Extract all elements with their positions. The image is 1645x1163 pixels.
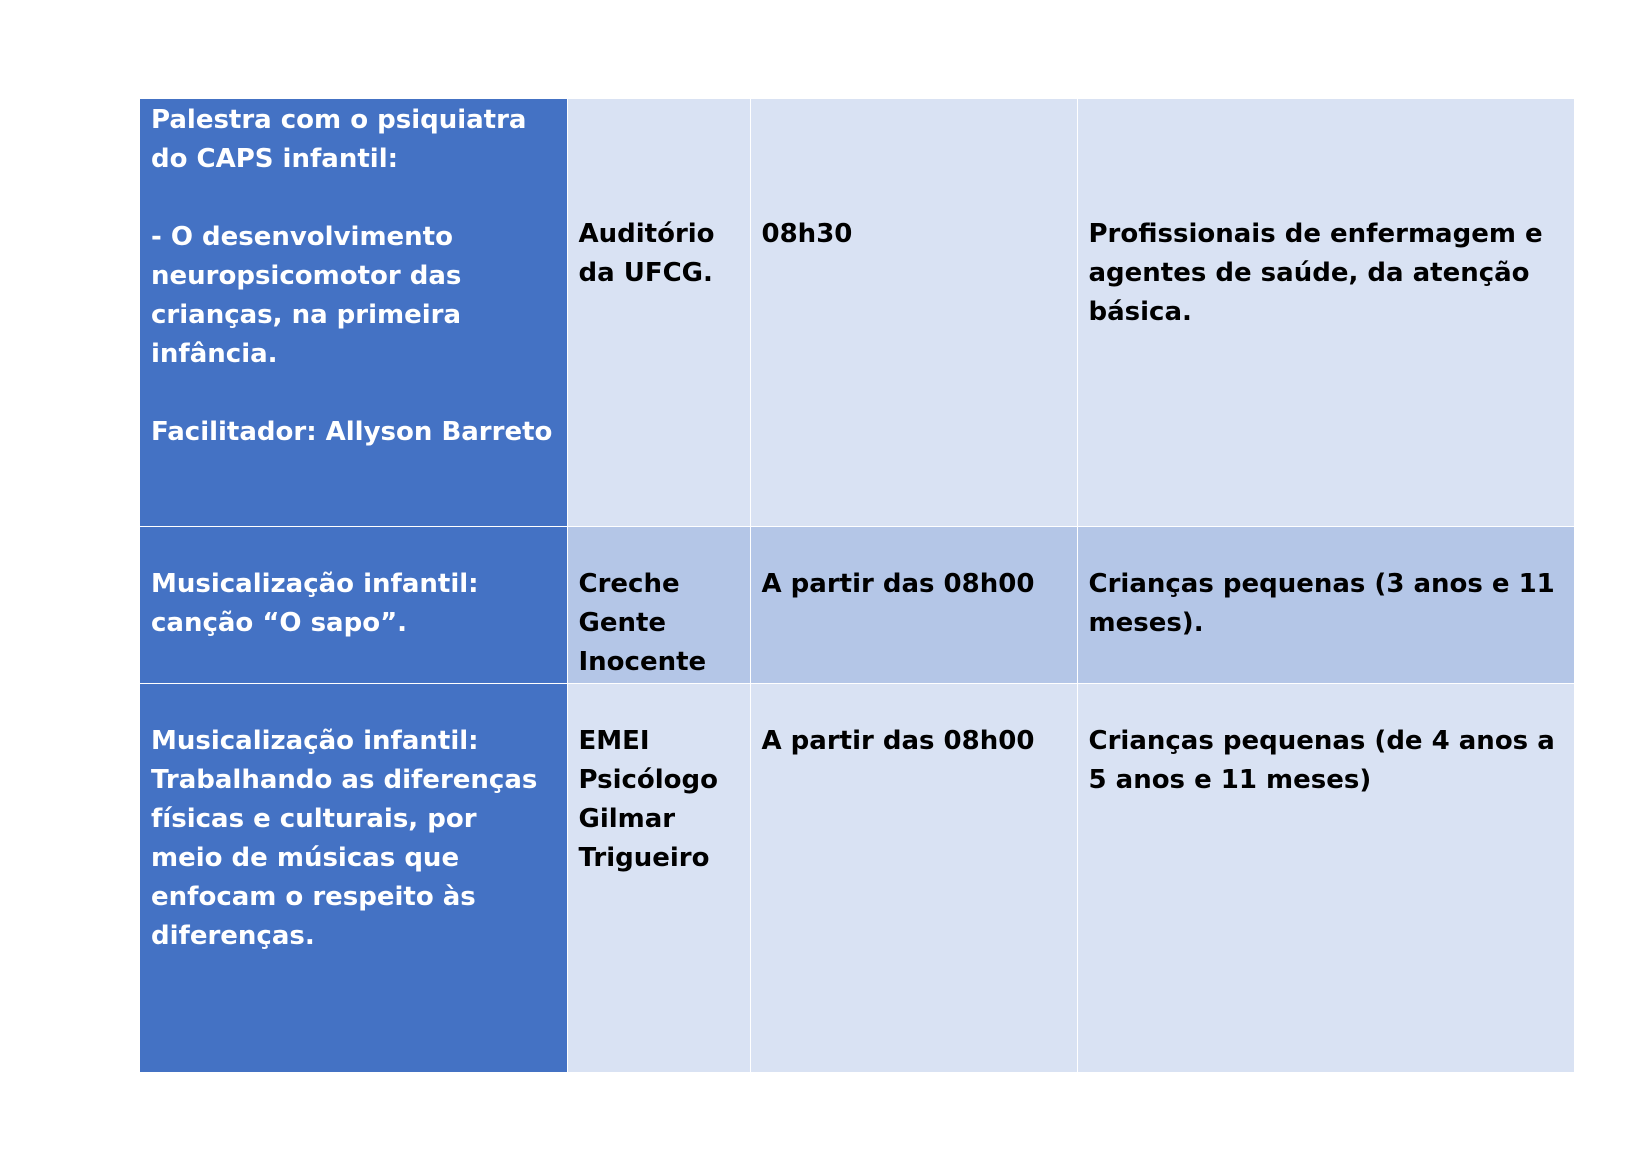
activity-title: Palestra com o psiquiatra do CAPS infantil: xyxy=(151,105,536,174)
activity-cell xyxy=(140,527,567,684)
audience-cell xyxy=(1077,527,1574,684)
blank-line xyxy=(151,374,556,413)
audience-text: Crianças pequenas (3 anos e 11 meses). xyxy=(1088,569,1564,638)
audience-text: Crianças pequenas (de 4 anos a 5 anos e 11 meses) xyxy=(1088,726,1564,795)
location-text: EMEI Psicólogo Gilmar Trigueiro xyxy=(578,726,728,873)
activity-topic: - O desenvolvimento neuropsicomotor das crianças, na primeira infância. xyxy=(151,222,471,369)
table-row xyxy=(140,99,1574,527)
location-text: Auditório da UFCG. xyxy=(578,219,724,288)
table-row xyxy=(140,684,1574,1072)
audience-cell xyxy=(1077,99,1574,527)
schedule-table xyxy=(140,98,1574,1072)
location-text: Creche Gente Inocente xyxy=(578,569,707,677)
table-row xyxy=(140,527,1574,684)
audience-cell xyxy=(1077,684,1574,1072)
time-text: A partir das 08h00 xyxy=(761,569,1035,599)
audience-text: Profissionais de enfermagem e agentes de saúde, da atenção básica. xyxy=(1088,219,1552,327)
activity-title: Musicalização infantil: canção “O sapo”. xyxy=(151,569,488,638)
time-cell xyxy=(750,684,1077,1072)
activity-cell xyxy=(140,99,567,527)
location-cell xyxy=(567,99,750,527)
time-cell xyxy=(750,527,1077,684)
time-text: 08h30 xyxy=(761,219,853,249)
activity-title: Musicalização infantil: Trabalhando as diferenças físicas e culturais, por meio de músicas que enfocam o respeito às diferenças. xyxy=(151,726,547,951)
blank-line xyxy=(151,179,556,218)
time-cell xyxy=(750,99,1077,527)
activity-cell xyxy=(140,684,567,1072)
location-cell xyxy=(567,684,750,1072)
location-cell xyxy=(567,527,750,684)
time-text: A partir das 08h00 xyxy=(761,726,1035,756)
activity-facilitator: Facilitador: Allyson Barreto xyxy=(151,417,553,447)
